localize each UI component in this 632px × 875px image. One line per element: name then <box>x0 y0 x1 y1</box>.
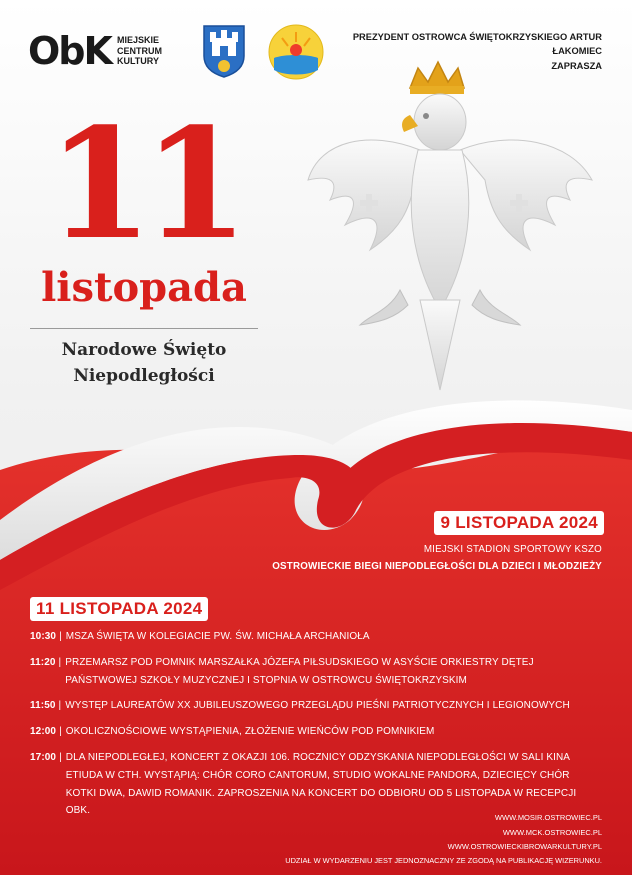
schedule-item <box>30 749 590 820</box>
event2-date-badge: 11 LISTOPADA 2024 <box>30 597 208 621</box>
schedule-item <box>30 697 590 715</box>
link-mosir[interactable]: WWW.MOSIR.OSTROWIEC.PL <box>494 813 602 822</box>
schedule-time: 17:00 <box>30 751 57 763</box>
logo-text: MIEJSKIE CENTRUM KULTURY <box>116 35 162 67</box>
schedule-item <box>30 654 590 690</box>
subtitle-line2: Niepodległości <box>73 365 215 386</box>
schedule-time: 10:30 <box>30 631 57 642</box>
schedule-separator: | <box>59 751 62 763</box>
title-day: 11 <box>47 94 239 273</box>
city-crest-icon <box>202 24 246 78</box>
organizer-text <box>340 30 602 73</box>
flag-ribbon <box>0 370 632 590</box>
title-subtitle <box>20 338 268 389</box>
schedule-description: WYSTĘP LAUREATÓW XX JUBILEUSZOWEGO PRZEGLĄDU PIEŚNI PATRIOTYCZNYCH I LEGIONOWYCH <box>65 700 570 712</box>
schedule-description: OKOLICZNOŚCIOWE WYSTĄPIENIA, ZŁOŻENIE WIEŃCÓW POD POMNIKIEM <box>65 726 435 738</box>
organizer-line2: ZAPRASZA <box>551 60 602 71</box>
event1-date-badge: 9 LISTOPADA 2024 <box>434 511 604 535</box>
schedule-time: 12:00 <box>30 726 57 738</box>
schedule-time: 11:50 <box>30 700 56 712</box>
consent-notice: UDZIAŁ W WYDARZENIU JEST JEDNOZNACZNY ZE ZGODĄ NA PUBLIKACJĘ WIZERUNKU. <box>285 856 602 865</box>
schedule-separator: | <box>59 631 62 642</box>
schedule-description: MSZA ŚWIĘTA W KOLEGIACIE PW. ŚW. MICHAŁA ARCHANIOŁA <box>65 631 370 642</box>
schedule-separator: | <box>58 656 62 668</box>
organizer-line1: PREZYDENT OSTROWCA ŚWIĘTOKRZYSKIEGO ARTUR ŁAKOMIEC <box>352 32 602 57</box>
schedule-description: PRZEMARSZ POD POMNIK MARSZAŁKA JÓZEFA PIŁSUDSKIEGO W ASYŚCIE ORKIESTRY DĘTEJ PAŃSTWOWEJ SZKOŁY MUZYCZNEJ I STOPNIA W OSTROWCU ŚWIĘTOKRZYSKIM <box>65 656 534 686</box>
title-divider <box>30 328 258 329</box>
footer-links <box>362 811 602 855</box>
event2-schedule <box>30 628 590 828</box>
event1-venue: MIEJSKI STADION SPORTOWY KSZO <box>423 544 602 555</box>
white-eagle-emblem <box>300 60 600 400</box>
logo-mark: ObK <box>28 29 111 73</box>
link-mck[interactable]: WWW.MCK.OSTROWIEC.PL <box>502 827 602 837</box>
subtitle-line1: Narodowe Święto <box>61 340 227 360</box>
title-month: listopada <box>41 264 247 311</box>
schedule-description: DLA NIEPODLEGŁEJ, KONCERT Z OKAZJI 106. ROCZNICY ODZYSKANIA NIEPODLEGŁOŚCI W SALI KINA ETIUDA W CTH. WYSTĄPIĄ: CHÓR CORO CANTORUM, STUDIO WOKALNE PANDORA, DZIECIĘCY CHÓR KOTKI DWA, DAWID ROMANIK. ZAPROSZENIA NA KONCERT DO ODBIORU OD 5 LISTOPADA W RECEPCJI OBK. <box>65 751 577 817</box>
mck-logo <box>28 29 197 73</box>
mosir-logo-icon <box>268 24 324 80</box>
schedule-item <box>30 628 590 646</box>
schedule-time: 11:20 <box>30 656 56 668</box>
link-browar-kultury[interactable]: WWW.OSTROWIECKIBROWARKULTURY.PL <box>447 842 602 852</box>
schedule-separator: | <box>59 726 62 738</box>
event1-title: OSTROWIECKIE BIEGI NIEPODLEGŁOŚCI DLA DZIECI I MŁODZIEŻY <box>272 561 602 572</box>
schedule-item <box>30 723 590 741</box>
schedule-separator: | <box>58 700 62 712</box>
